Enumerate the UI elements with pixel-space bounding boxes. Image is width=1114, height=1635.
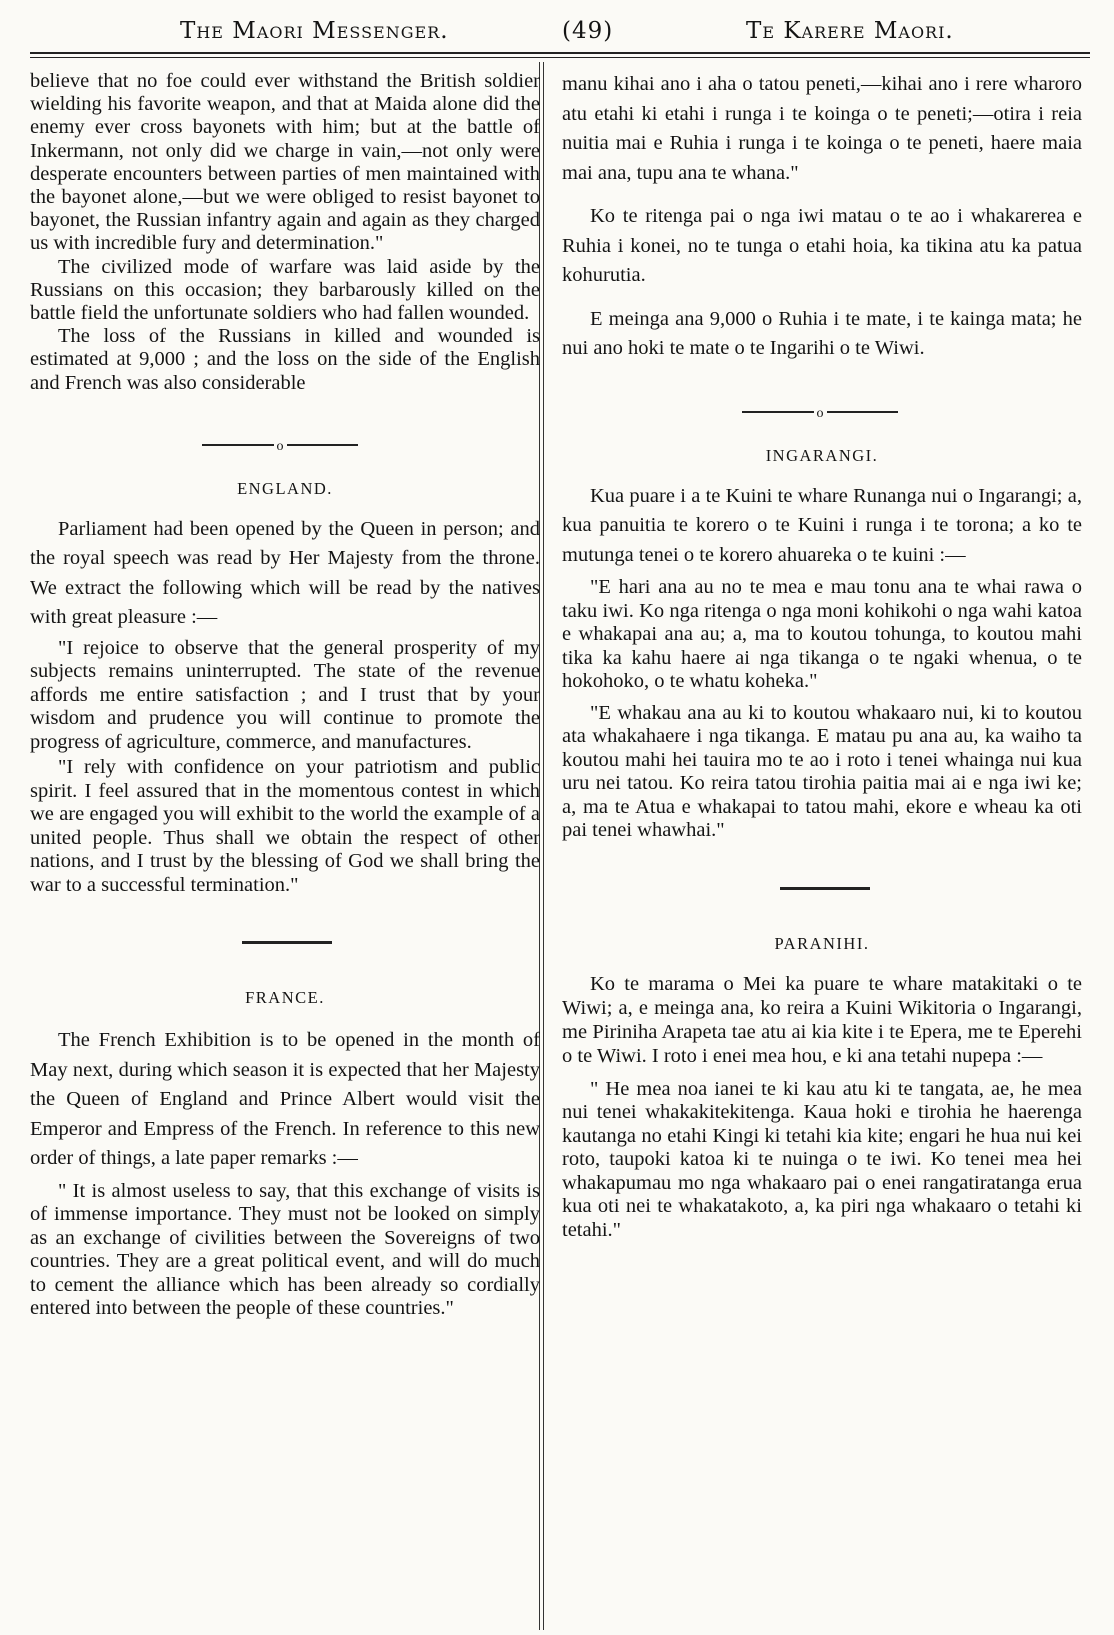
header-rule — [30, 52, 1090, 54]
newspaper-title-english: The Maori Messenger. — [180, 18, 449, 44]
quoted-paragraph: "I rely with confidence on your patriotism and public spirit. I feel assured that in the momentous contest in which we are engaged you will exhibit to the world the example of a united people. Thus shall we obtain the respect of other nations, and I trust by the blessing of God we shall bring the war to a successful termination." — [30, 756, 540, 896]
section-separator — [242, 941, 332, 944]
section-heading-paranihi: PARANIHI. — [774, 933, 870, 953]
article-paragraph: E meinga ana 9,000 o Ruhia i te mate, i te kainga mata; he nui ano hoki te mate o te Ingarihi o te Wiwi. — [562, 307, 1082, 359]
newspaper-title-maori: Te Karere Maori. — [746, 18, 954, 44]
page-number: (49) — [562, 18, 614, 44]
article-paragraph: Ko te marama o Mei ka puare te whare matakitaki o te Wiwi; a, e meinga ana, ko reira a Kuini Wikitoria o Ingarangi, me Piriniha Arapeta tae atu ai kia kite i te Epera, me te Eperehi o te Wiwi. I roto i enei mea hou, e ki ana tetahi nupepa :— — [562, 972, 1082, 1067]
section-heading-england: ENGLAND. — [237, 478, 333, 498]
article-paragraph: manu kihai ano i aha o tatou peneti,—kihai ano i rere wharoro atu etahi ki etahi i runga i te koinga o te peneti;—otira i reia nuitia mai e Ruhia i runga i te koinga o te peneti, haere maia mai ana, tupu ana te whana." — [562, 73, 1082, 184]
section-separator — [780, 887, 870, 890]
article-paragraph: The French Exhibition is to be opened in the month of May next, during which season it is expected that her Majesty the Queen of England and Prince Albert would visit the Emperor and Empress of the French. In reference to this new order of things, a late paper remarks :— — [30, 1029, 540, 1170]
quoted-paragraph: " He mea noa ianei te ki kau atu ki te tangata, ae, he mea nui tenei whakakitekitenga. Kaua hoki e tirohia he haerenga kautanga no etahi Kingi ki tetahi kia kite; engari he hua nui kei roto, taupoki katoa ki te nuinga o te iwi. Ko tenei mea hei whakapumau mo nga whakaaro pai o enei rangatiratanga erua kua oti nei te whakatakoto, a, ka piri nga whakaaro o tetahi ki tetahi." — [562, 1077, 1082, 1241]
maori-column — [562, 70, 1082, 1630]
header-rule-thin — [30, 57, 1090, 58]
page-header — [30, 14, 1090, 50]
section-heading-france: FRANCE. — [245, 988, 325, 1008]
section-separator: o — [202, 437, 358, 451]
article-paragraph: believe that no foe could ever withstand the British soldier wielding his favorite weapon, and that at Maida alone did the enemy ever cross bayonets with him; but at the battle of Inkermann, not only did we charge in vain,—not only were desperate encounters between parties of men maintained with the bayonet alone,—but we were obliged to resist bayonet to bayonet, the Russian infantry again and again as they charged us with incredible fury and determination." — [30, 70, 540, 255]
quoted-paragraph: " It is almost useless to say, that this exchange of visits is of immense importance. They must not be looked on simply as an exchange of civilities between the Sovereigns of two countries. They are a great political event, and will do much to cement the alliance which has been already so cordially entered into between the people of these countries." — [30, 1179, 540, 1320]
article-paragraph: Ko te ritenga pai o nga iwi matau o te ao i whakarerea e Ruhia i konei, no te tunga o etahi hoia, ka tikina atu ka patua kohurutia. — [562, 205, 1082, 286]
article-paragraph: The civilized mode of warfare was laid aside by the Russians on this occasion; they barbarously killed on the battle field the unfortunate soldiers who had fallen wounded. — [30, 255, 540, 325]
quoted-paragraph: "I rejoice to observe that the general prosperity of my subjects remains uninterrupted. The state of the revenue affords me entire satisfaction ; and I trust that by your wisdom and prudence you will continue to promote the progress of agriculture, commerce, and manufactures. — [30, 636, 540, 753]
english-column — [30, 70, 540, 1630]
quoted-paragraph: "E hari ana au no te mea e mau tonu ana te whai rawa o taku iwi. Ko nga ritenga o nga moni kohikohi o nga wahi katoa e whakapai ana au; a, ma to koutou tohunga, to koutou mahi tika ka kahu haere ai nga tikanga o te ngaki whenua, o te hokohoko, o te whatu koheka." — [562, 576, 1082, 692]
section-separator: o — [742, 404, 898, 418]
column-divider-second — [543, 62, 544, 1630]
quoted-paragraph: "E whakau ana au ki to koutou whakaaro nui, ki to koutou ata whakahaere i nga tikanga. E matau pu ana au, ka waiho ta koutou mahi hei tauira mo te ao i roto i tenei whainga nui kua uru nei tatou. Ko reira tatou tirohia paitia mai ai e nga iwi ke; a, ma te Atua e whakapai to tatou mahi, ekore e wheau ka oti pai tenei whawhai." — [562, 701, 1082, 841]
article-paragraph: Kua puare i a te Kuini te whare Runanga nui o Ingarangi; a, kua panuitia te korero o te Kuini i runga i te torona; a ko te mutunga tenei o te korero ahuareka o te kuini :— — [562, 484, 1082, 566]
article-paragraph: Parliament had been opened by the Queen in person; and the royal speech was read by Her Majesty from the throne. We extract the following which will be read by the natives with great pleasure :— — [30, 517, 540, 629]
section-heading-ingarangi: INGARANGI. — [765, 445, 879, 465]
article-paragraph: The loss of the Russians in killed and wounded is estimated at 9,000 ; and the loss on the side of the English and French was also considerable — [30, 325, 540, 394]
